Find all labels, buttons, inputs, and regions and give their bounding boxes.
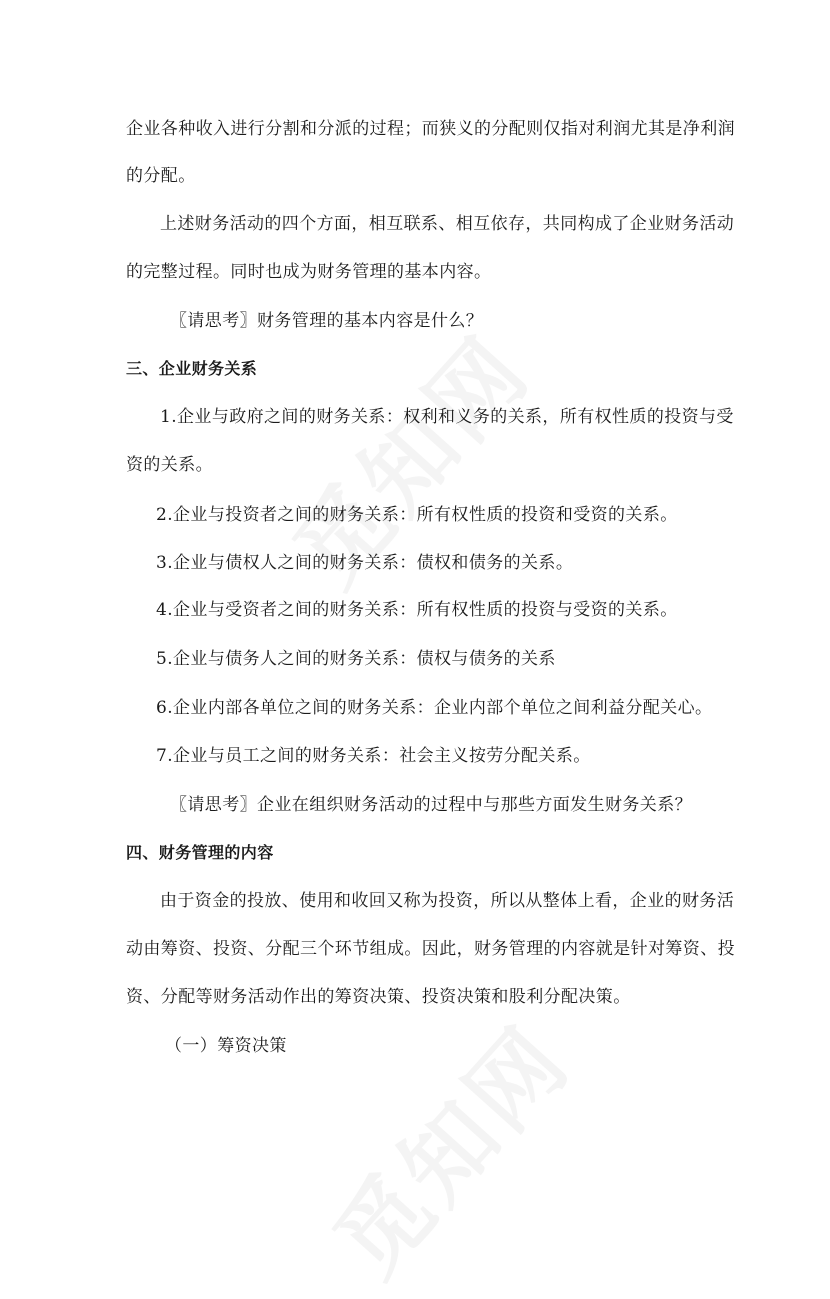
paragraph-2-line-1: 上述财务活动的四个方面，相互联系、相互依存，共同构成了企业财务活动 xyxy=(160,214,735,234)
relation-1-line-2: 资的关系。 xyxy=(126,455,213,475)
relation-4: 4.企业与受资者之间的财务关系：所有权性质的投资与受资的关系。 xyxy=(156,600,678,620)
relation-5: 5.企业与债务人之间的财务关系：债权与债务的关系 xyxy=(156,649,556,669)
think-prompt-2: 〖请思考〗企业在组织财务活动的过程中与那些方面发生财务关系？ xyxy=(170,795,692,815)
paragraph-4-line-1: 由于资金的投放、使用和收回又称为投资，所以从整体上看，企业的财务活 xyxy=(160,891,735,911)
paragraph-4-line-2: 动由筹资、投资、分配三个环节组成。因此，财务管理的内容就是针对筹资、投 xyxy=(126,939,735,959)
watermark-bottom xyxy=(300,993,595,1299)
relation-6: 6.企业内部各单位之间的财务关系：企业内部个单位之间利益分配关心。 xyxy=(156,698,713,718)
relation-1-line-1: 1.企业与政府之间的财务关系：权利和义务的关系，所有权性质的投资与受 xyxy=(160,407,734,427)
section-3-title: 三、企业财务关系 xyxy=(126,359,258,378)
section-4-title: 四、财务管理的内容 xyxy=(126,843,274,862)
paragraph-1-line-1: 企业各种收入进行分割和分派的过程；而狭义的分配则仅指对利润尤其是净利润 xyxy=(126,119,735,139)
subsection-1-title: （一）筹资决策 xyxy=(165,1036,287,1056)
paragraph-2-line-2: 的完整过程。同时也成为财务管理的基本内容。 xyxy=(126,262,492,282)
paragraph-4-line-3: 资、分配等财务活动作出的筹资决策、投资决策和股利分配决策。 xyxy=(126,987,631,1007)
relation-3: 3.企业与债权人之间的财务关系：债权和债务的关系。 xyxy=(156,553,574,573)
paragraph-1-line-2: 的分配。 xyxy=(126,166,196,186)
relation-7: 7.企业与员工之间的财务关系：社会主义按劳分配关系。 xyxy=(156,746,591,766)
think-prompt-1: 〖请思考〗财务管理的基本内容是什么？ xyxy=(170,311,484,331)
relation-2: 2.企业与投资者之间的财务关系：所有权性质的投资和受资的关系。 xyxy=(156,505,678,525)
